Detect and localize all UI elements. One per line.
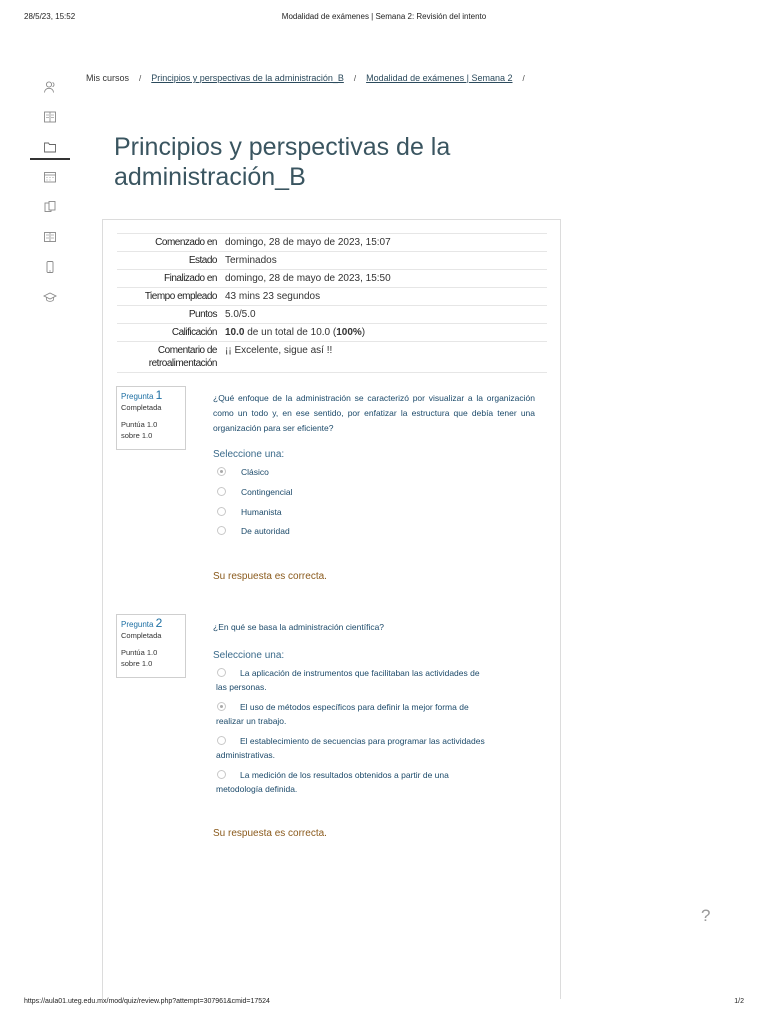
summary-value: domingo, 28 de mayo de 2023, 15:50 [225, 273, 391, 284]
question-label: Pregunta [121, 392, 154, 401]
sidebar-item-mobile[interactable] [28, 252, 72, 282]
summary-row-points [117, 305, 547, 323]
question-status: Completada [121, 403, 162, 412]
summary-value [217, 326, 365, 339]
select-one-label: Seleccione una: [213, 449, 285, 460]
summary-label: Comentario de retroalimentación [148, 345, 217, 369]
answer-line: La aplicación de instrumentos que facilitaban las actividades de [240, 668, 480, 678]
question-label: Pregunta [121, 620, 154, 629]
radio-checked[interactable] [217, 702, 226, 711]
grade-total: de un total de 10.0 ( [244, 327, 337, 338]
print-datetime: 28/5/23, 15:52 [24, 12, 76, 21]
breadcrumb-course[interactable]: Principios y perspectivas de la administración_B [151, 73, 344, 83]
radio[interactable] [217, 668, 226, 677]
radio[interactable] [217, 736, 226, 745]
question-status: Completada [121, 631, 162, 640]
help-button[interactable]: ? [701, 906, 711, 925]
summary-label: Finalizado en [164, 273, 217, 284]
answer-line: metodología definida. [216, 784, 298, 794]
breadcrumb-my-courses[interactable]: Mis cursos [86, 73, 130, 83]
answer-line: las personas. [216, 682, 267, 692]
breadcrumb-quiz[interactable]: Modalidad de exámenes | Semana 2 [366, 73, 513, 83]
grade-close: ) [361, 327, 366, 338]
answer-option[interactable] [217, 505, 537, 519]
summary-label: Calificación [171, 327, 217, 338]
radio[interactable] [217, 487, 226, 496]
answer-option[interactable] [217, 734, 537, 762]
question-number: 1 [155, 388, 163, 402]
question-score: Puntúa 1.0 [121, 420, 158, 429]
question-info-box [116, 614, 186, 678]
summary-row-time [117, 287, 547, 305]
grade-score: 10.0 [225, 327, 245, 338]
book-open-icon [43, 230, 57, 244]
folder-icon [43, 140, 57, 154]
sidebar-item-education[interactable] [28, 282, 72, 312]
breadcrumb [86, 73, 535, 83]
page-title: Principios y perspectivas de la administración_B [114, 133, 451, 191]
answer-option-text: Clásico [241, 467, 269, 477]
answer-feedback: Su respuesta es correcta. [213, 571, 327, 582]
print-footer [24, 998, 744, 1010]
files-icon [43, 200, 57, 214]
answer-option-text: Contingencial [241, 487, 293, 497]
answer-option-text [216, 734, 485, 762]
grade-percent: 100% [336, 327, 362, 338]
sidebar-item-participants[interactable] [28, 72, 72, 102]
question-info-box [116, 386, 186, 450]
summary-row-started [117, 233, 547, 251]
calendar-icon [43, 170, 57, 184]
sidebar-item-library[interactable] [28, 222, 72, 252]
question-text: ¿Qué enfoque de la administración se caracterizó por visualizar a la organización como un todo y, en ese sentido, por enfatizar la estructura que debía tener una organización para ser eficiente? [213, 393, 535, 433]
question-text: ¿En qué se basa la administración científica? [213, 622, 385, 632]
summary-label: Tiempo empleado [144, 291, 217, 302]
summary-row-state [117, 251, 547, 269]
answer-option-text [216, 666, 480, 694]
users-icon [43, 80, 57, 94]
summary-value: Terminados [225, 255, 277, 266]
answer-option-text: De autoridad [241, 526, 290, 536]
answer-option[interactable] [217, 768, 537, 796]
radio-checked[interactable] [217, 467, 226, 476]
answer-option[interactable] [217, 524, 537, 538]
radio[interactable] [217, 526, 226, 535]
breadcrumb-separator: / [353, 74, 357, 83]
radio[interactable] [217, 770, 226, 779]
answer-option[interactable] [217, 465, 537, 479]
answer-option-text [216, 768, 449, 796]
summary-row-feedback [117, 341, 547, 373]
answer-option-text: Humanista [241, 507, 282, 517]
summary-value: domingo, 28 de mayo de 2023, 15:07 [225, 237, 391, 248]
question-score: Puntúa 1.0 [121, 648, 158, 657]
book-icon [43, 110, 57, 124]
mobile-icon [43, 260, 57, 274]
radio[interactable] [217, 507, 226, 516]
question-score-max: sobre 1.0 [121, 431, 153, 440]
summary-row-finished [117, 269, 547, 287]
answer-line: administrativas. [216, 750, 276, 760]
print-url: https://aula01.uteg.edu.mx/mod/quiz/review.php?attempt=307961&cmid=17524 [24, 998, 270, 1005]
answer-feedback: Su respuesta es correcta. [213, 828, 327, 839]
question-score-max: sobre 1.0 [121, 659, 153, 668]
answer-option[interactable] [217, 700, 537, 728]
sidebar [28, 72, 72, 312]
print-header [24, 12, 744, 24]
sidebar-item-files[interactable] [28, 192, 72, 222]
print-page-number: 1/2 [734, 998, 744, 1005]
answer-line: El establecimiento de secuencias para programar las actividades [240, 736, 485, 746]
attempt-summary-table [117, 233, 547, 373]
select-one-label: Seleccione una: [213, 650, 285, 661]
answer-line: La medición de los resultados obtenidos a partir de una [240, 770, 449, 780]
sidebar-item-course[interactable] [28, 132, 72, 162]
breadcrumb-separator: / [522, 74, 525, 83]
answer-line: realizar un trabajo. [216, 716, 287, 726]
summary-value: ¡¡ Excelente, sigue así !! [225, 345, 333, 356]
sidebar-item-grades[interactable] [28, 102, 72, 132]
sidebar-item-calendar[interactable] [28, 162, 72, 192]
question-number: 2 [155, 616, 163, 630]
answer-option[interactable] [217, 485, 537, 499]
summary-label: Puntos [188, 309, 217, 320]
summary-label: Estado [188, 255, 217, 266]
breadcrumb-separator: / [139, 74, 142, 83]
summary-value: 43 mins 23 segundos [225, 291, 321, 302]
summary-row-grade [117, 323, 547, 341]
print-doc-title: Modalidad de exámenes | Semana 2: Revisión del intento [281, 12, 487, 21]
summary-label: Comenzado en [155, 237, 217, 248]
answer-line: El uso de métodos específicos para definir la mejor forma de [240, 702, 469, 712]
answer-option[interactable] [217, 666, 537, 694]
summary-value: 5.0/5.0 [225, 309, 256, 320]
answer-option-text [216, 700, 469, 728]
graduation-cap-icon [43, 290, 57, 304]
